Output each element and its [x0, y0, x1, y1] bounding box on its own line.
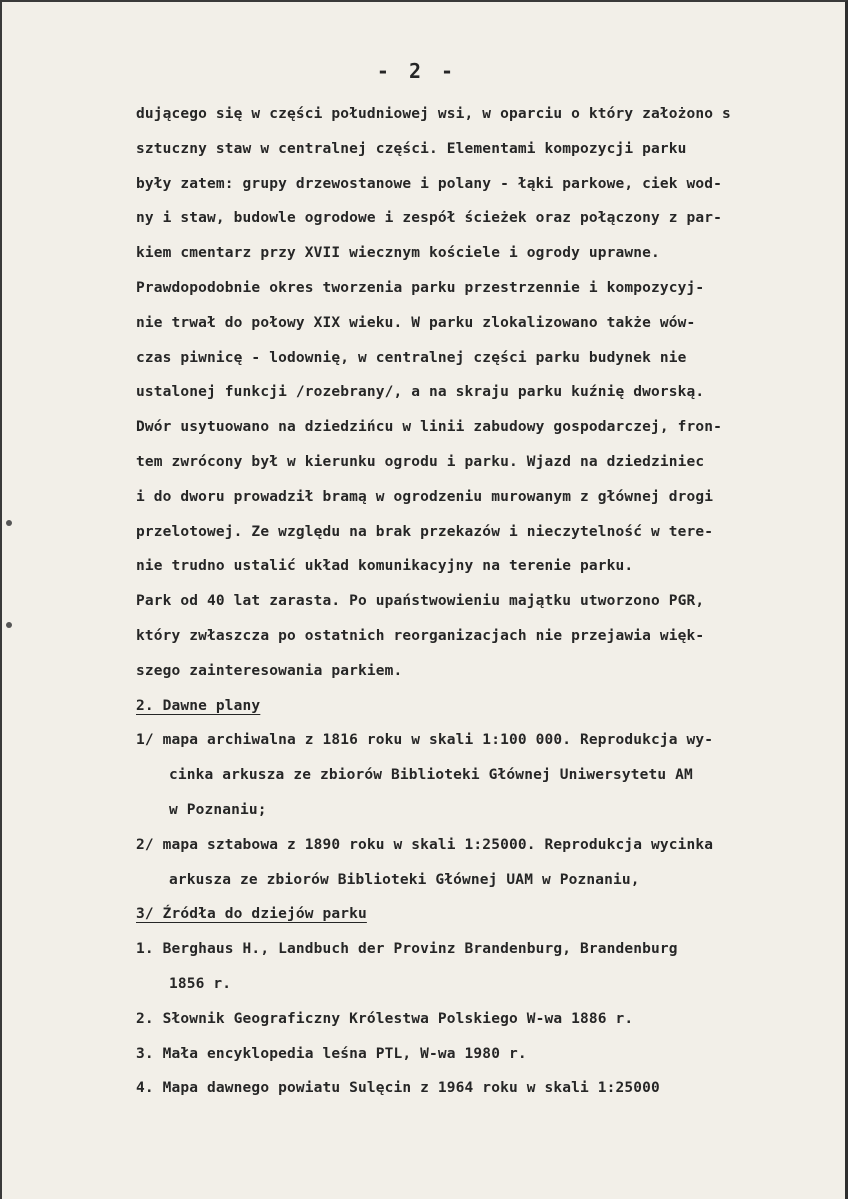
- text-line: który zwłaszcza po ostatnich reorganizacjach nie przejawia więk-: [136, 627, 705, 644]
- text-line: i do dworu prowadził bramą w ogrodzeniu murowanym z głównej drogi: [136, 488, 714, 505]
- document-body: [136, 97, 836, 1106]
- text-line: dującego się w części południowej wsi, w oparciu o który założono s: [136, 106, 731, 122]
- list-item-line: 1856 r.: [169, 975, 232, 992]
- punch-hole-mark: [6, 520, 12, 526]
- text-line: ustalonej funkcji /rozebrany/, a na skraju parku kuźnię dworską.: [136, 384, 705, 401]
- text-line: sztuczny staw w centralnej części. Elementami kompozycji parku: [136, 140, 687, 157]
- text-line: Park od 40 lat zarasta. Po upaństwowieniu majątku utworzono PGR,: [136, 593, 705, 610]
- text-line: tem zwrócony był w kierunku ogrodu i parku. Wjazd na dziedziniec: [136, 453, 705, 470]
- text-line: nie trudno ustalić układ komunikacyjny na terenie parku.: [136, 558, 634, 575]
- list-item-line: 1/ mapa archiwalna z 1816 roku w skali 1:100 000. Reprodukcja wy-: [136, 732, 714, 749]
- list-item-line: 4. Mapa dawnego powiatu Sulęcin z 1964 roku w skali 1:25000: [136, 1080, 660, 1097]
- text-line: nie trwał do połowy XIX wieku. W parku zlokalizowano także wów-: [136, 314, 696, 331]
- section-heading-sources: 3/ Źródła do dziejów parku: [136, 906, 367, 923]
- list-item-line: 2/ mapa sztabowa z 1890 roku w skali 1:25000. Reprodukcja wycinka: [136, 836, 714, 853]
- history-paragraph: [136, 97, 836, 689]
- list-item-line: 1. Berghaus H., Landbuch der Provinz Brandenburg, Brandenburg: [136, 941, 678, 958]
- list-item-line: 2. Słownik Geograficzny Królestwa Polskiego W-wa 1886 r.: [136, 1010, 634, 1027]
- text-line: Dwór usytuowano na dziedzińcu w linii zabudowy gospodarczej, fron-: [136, 419, 723, 436]
- page-number: - 2 -: [376, 59, 458, 83]
- section-heading-old-plans: 2. Dawne plany: [136, 697, 261, 714]
- list-item-line: arkusza ze zbiorów Biblioteki Głównej UAM w Poznaniu,: [169, 871, 640, 888]
- text-line: czas piwnicę - lodownię, w centralnej części parku budynek nie: [136, 349, 687, 366]
- text-line: były zatem: grupy drzewostanowe i polany - łąki parkowe, ciek wod-: [136, 175, 723, 192]
- list-item-line: cinka arkusza ze zbiorów Biblioteki Głównej Uniwersytetu AM: [169, 767, 693, 784]
- text-line: kiem cmentarz przy XVII wiecznym kościele i ogrody uprawne.: [136, 245, 660, 262]
- section-sources: [136, 897, 836, 932]
- section-old-plans: [136, 689, 836, 724]
- list-item-line: w Poznaniu;: [169, 801, 267, 818]
- text-line: ny i staw, budowle ogrodowe i zespół ścieżek oraz połączony z par-: [136, 210, 723, 227]
- text-line: szego zainteresowania parkiem.: [136, 662, 403, 679]
- list-item-line: 3. Mała encyklopedia leśna PTL, W-wa 1980 r.: [136, 1045, 527, 1062]
- text-line: Prawdopodobnie okres tworzenia parku przestrzennie i kompozycyj-: [136, 279, 705, 296]
- punch-hole-mark: [6, 622, 12, 628]
- text-line: przelotowej. Ze względu na brak przekazów i nieczytelność w tere-: [136, 523, 714, 540]
